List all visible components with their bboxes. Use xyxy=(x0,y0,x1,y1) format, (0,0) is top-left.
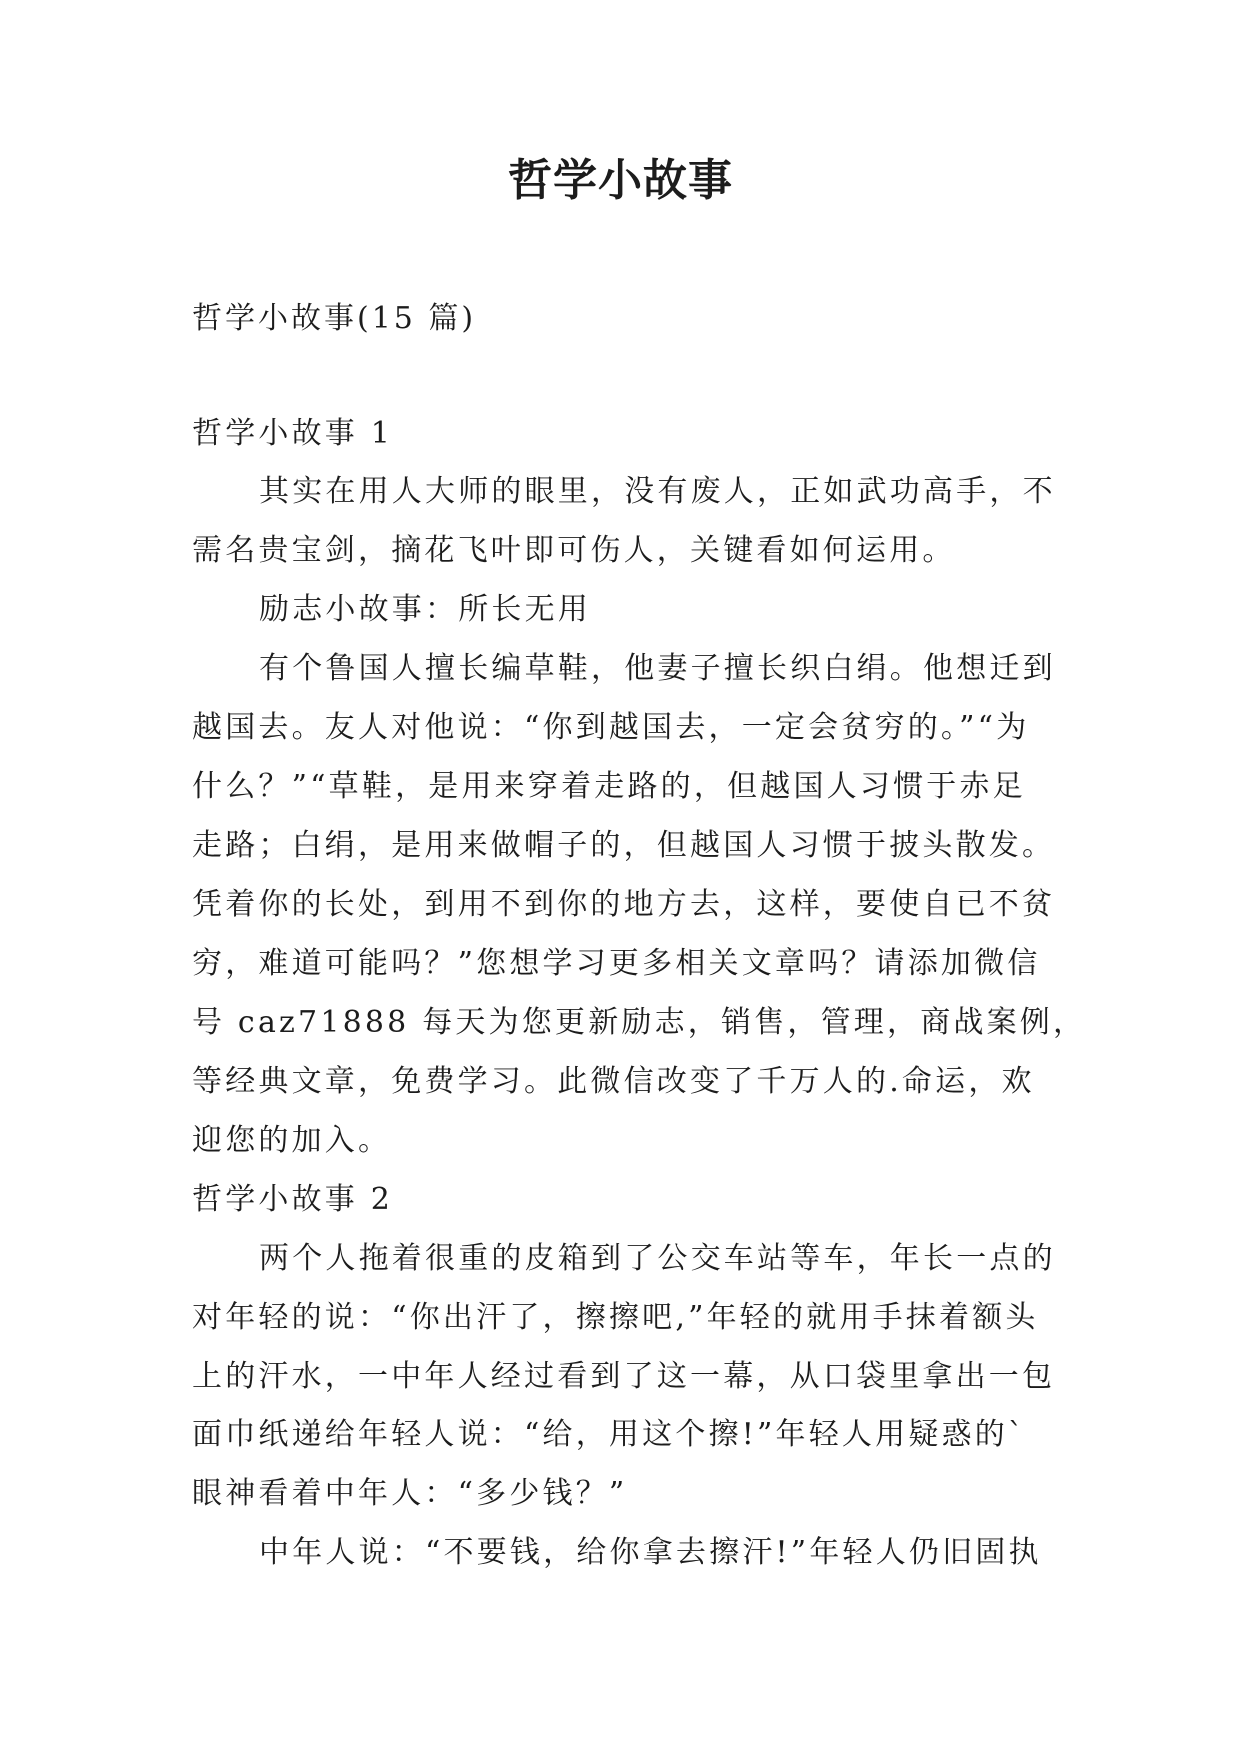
document-body xyxy=(192,405,1192,1584)
text-line: 励志小故事：所长无用 xyxy=(259,592,591,628)
text-line: 对年轻的说：“你出汗了，擦擦吧,”年轻的就用手抹着额头 xyxy=(192,1299,1039,1335)
text-line: 等经典文章，免费学习。此微信改变了千万人的.命运，欢 xyxy=(192,1063,1035,1099)
text-line: 凭着你的长处，到用不到你的地方去，这样，要使自已不贫 xyxy=(192,887,1056,922)
paragraph xyxy=(192,1230,1192,1525)
paragraph xyxy=(192,581,1192,640)
text-line: 面巾纸递给年轻人说：“给，用这个擦!”年轻人用疑惑的` xyxy=(192,1417,1027,1453)
text-line: 越国去。友人对他说：“你到越国去，一定会贫穷的。”“为 xyxy=(192,710,1030,746)
text-line: 有个鲁国人擅长编草鞋，他妻子擅长织白绢。他想迁到 xyxy=(259,651,1056,687)
story-heading: 哲学小故事 2 xyxy=(192,1181,394,1217)
text-line: 需名贵宝剑，摘花飞叶即可伤人，关键看如何运用。 xyxy=(192,533,956,569)
text-line: 迎您的加入。 xyxy=(192,1122,392,1158)
text-line: 其实在用人大师的眼里，没有废人，正如武功高手，不 xyxy=(259,474,1056,510)
text-line: 走路；白绢，是用来做帽子的，但越国人习惯于披头散发。 xyxy=(192,828,1056,864)
text-line: 什么？”“草鞋，是用来穿着走路的，但越国人习惯于赤足 xyxy=(192,769,1026,805)
story-heading: 哲学小故事 1 xyxy=(192,415,394,451)
text-line: 两个人拖着很重的皮箱到了公交车站等车，年长一点的 xyxy=(259,1240,1056,1276)
text-line: 上的汗水，一中年人经过看到了这一幕，从口袋里拿出一包 xyxy=(192,1358,1056,1394)
collection-title: 哲学小故事(15 篇) xyxy=(192,301,477,336)
text-line: 中年人说：“不要钱，给你拿去擦汗!”年轻人仍旧固执 xyxy=(259,1535,1042,1571)
story-1 xyxy=(192,405,1192,1171)
paragraph xyxy=(192,640,1192,1170)
paragraph xyxy=(192,463,1192,581)
text-line: 眼神看着中年人：“多少钱？” xyxy=(192,1476,628,1512)
story-2 xyxy=(192,1171,1192,1584)
text-line: 穷，难道可能吗？”您想学习更多相关文章吗？请添加微信 xyxy=(192,945,1041,981)
paragraph xyxy=(192,1524,1192,1583)
text-line: 号 caz71888 每天为您更新励志，销售，管理，商战案例， xyxy=(192,1004,1087,1040)
document-title: 哲学小故事 xyxy=(508,155,733,206)
